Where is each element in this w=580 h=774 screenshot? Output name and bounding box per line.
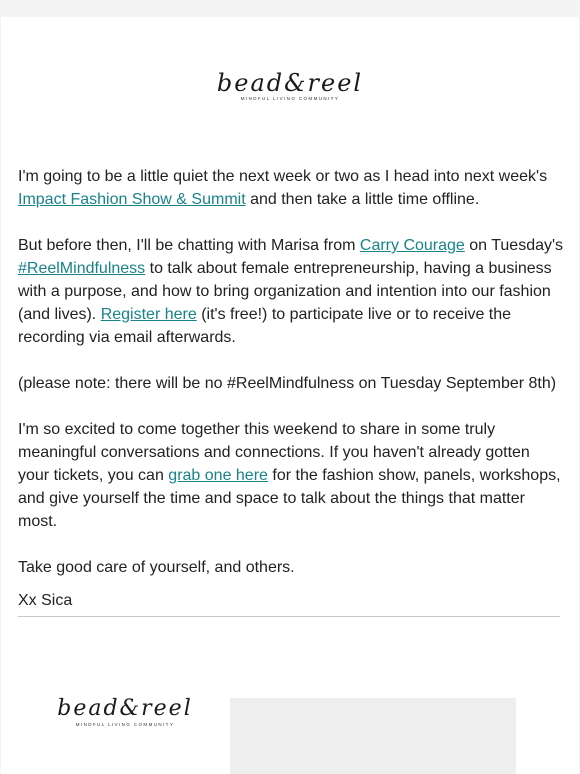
reel-mindfulness-link[interactable]: #ReelMindfulness: [18, 260, 146, 277]
paragraph-text: for the fashion show, panels, workshops, and give yourself the time and space to talk about the things that matter most.: [18, 467, 561, 530]
paragraph-text: But before then, I'll be chatting with Marisa from: [18, 237, 360, 254]
paragraph-tickets: [18, 418, 564, 533]
logo-wordmark: bead&reel: [57, 696, 193, 721]
header-logo[interactable]: [1, 71, 579, 101]
logo-wordmark: bead&reel: [216, 69, 364, 97]
paragraph-note: [18, 372, 564, 395]
message-content: [18, 165, 564, 635]
paragraph-text: Take good care of yourself, and others.: [18, 559, 295, 576]
paragraph-text: to talk about female entrepreneurship, having a business with a purpose, and how to bring organization and intention into our fashion (and lives).: [18, 260, 552, 323]
feature-image[interactable]: [230, 698, 516, 774]
logo-tagline: MINDFUL LIVING COMMUNITY: [75, 722, 175, 727]
footer-logo[interactable]: [45, 697, 205, 727]
paragraph-text: on Tuesday's: [464, 237, 564, 254]
paragraph-text: (it's free!) to participate live or to receive the recording via email afterwards.: [18, 306, 512, 346]
paragraph-text: (please note: there will be no #ReelMindfulness on Tuesday September 8th): [18, 375, 557, 392]
paragraph-text: and then take a little time offline.: [245, 191, 480, 208]
paragraph-event: [18, 234, 564, 349]
email-body: [1, 17, 579, 774]
paragraph-text: I'm so excited to come together this weekend to share in some truly meaningful conversations and connections. If you haven't already gotten your tickets, you can: [18, 421, 530, 484]
grab-ticket-link[interactable]: grab one here: [168, 467, 268, 484]
register-here-link[interactable]: Register here: [100, 306, 197, 323]
signature: Xx Sica: [18, 592, 73, 609]
carry-courage-link[interactable]: Carry Courage: [359, 237, 465, 254]
logo-tagline: MINDFUL LIVING COMMUNITY: [240, 96, 340, 101]
impact-fashion-show-link[interactable]: Impact Fashion Show & Summit: [18, 191, 246, 208]
paragraph-closing: [18, 556, 564, 579]
paragraph-text: I'm going to be a little quiet the next week or two as I head into next week's: [18, 168, 548, 185]
paragraph-intro: [18, 165, 564, 211]
section-divider: [18, 616, 560, 617]
